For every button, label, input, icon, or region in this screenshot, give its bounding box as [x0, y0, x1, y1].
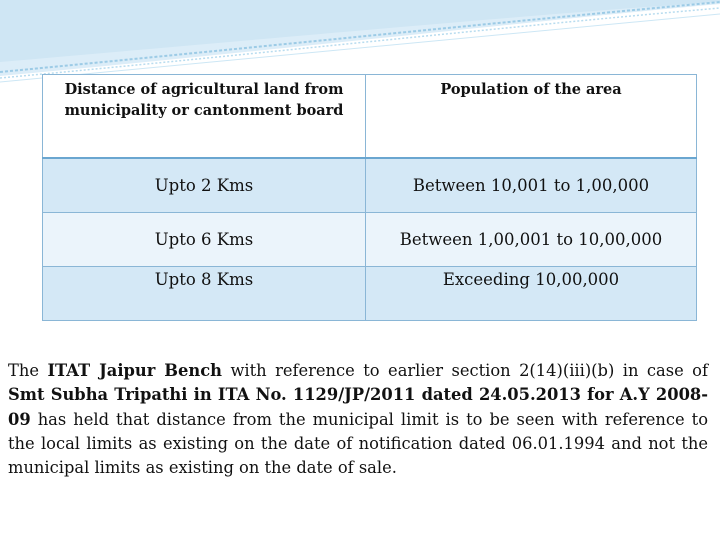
cell-population: Exceeding 10,00,000: [366, 267, 697, 321]
paragraph-text: The: [8, 361, 48, 380]
distance-population-table: [42, 74, 697, 321]
cell-population: Between 10,001 to 1,00,000: [366, 158, 697, 213]
header-population: Population of the area: [366, 75, 697, 159]
body-paragraph: [8, 359, 708, 480]
cell-population: Between 1,00,001 to 10,00,000: [366, 213, 697, 267]
table-header-row: [43, 75, 697, 159]
table-row: [43, 158, 697, 213]
paragraph-bold: ITAT Jaipur Bench: [47, 361, 222, 380]
cell-distance: Upto 6 Kms: [43, 213, 366, 267]
cell-distance: Upto 2 Kms: [43, 158, 366, 213]
paragraph-text: has held that distance from the municipal limit is to be seen with reference to the local limits as existing on the date of notification dated 06.01.1994 and not the municipal limits as existing on the date of sale.: [8, 409, 708, 478]
table-row: [43, 267, 697, 321]
header-distance: Distance of agricultural land from municipality or cantonment board: [43, 75, 366, 159]
paragraph-bold: Smt Subha Tripathi in ITA No. 1129/JP/2011 dated 24.05.2013 for A.Y 2008-09: [8, 385, 708, 429]
paragraph-text: with reference to earlier section 2(14)(iii)(b) in case of: [221, 361, 708, 380]
cell-distance: Upto 8 Kms: [43, 267, 366, 321]
table-row: [43, 213, 697, 267]
